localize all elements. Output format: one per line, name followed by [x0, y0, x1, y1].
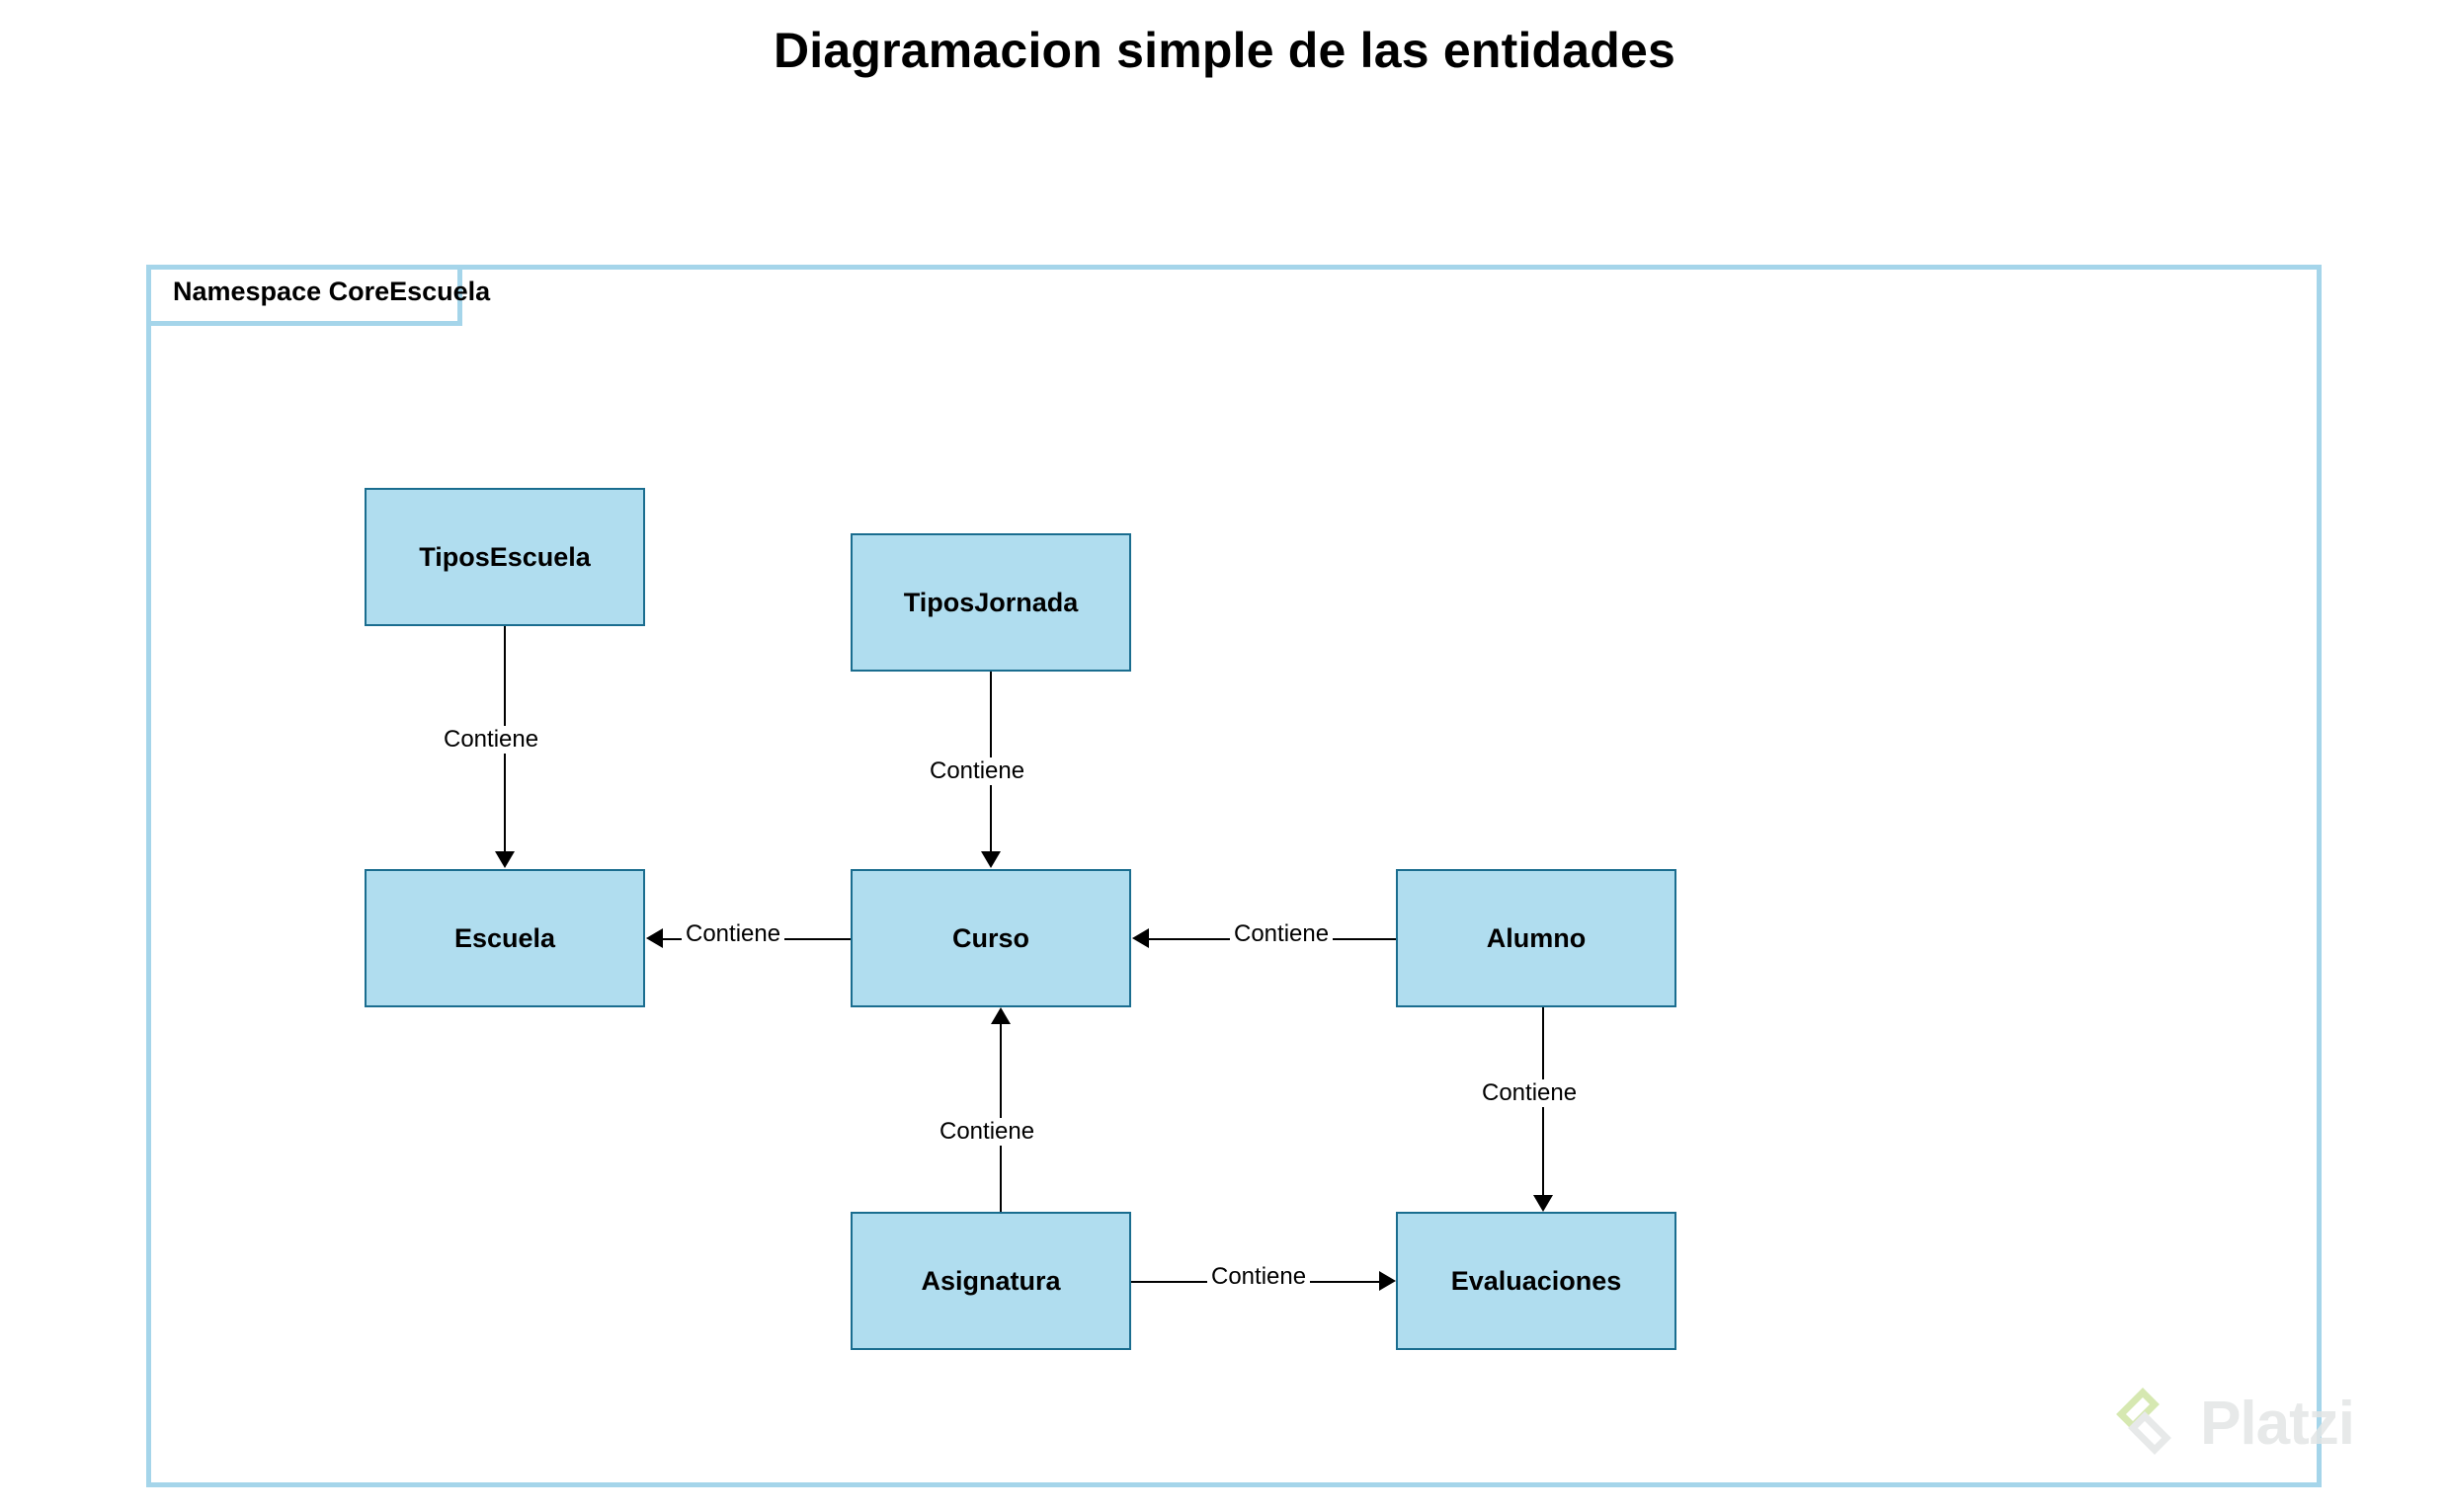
entity-label: Asignatura: [921, 1265, 1061, 1296]
edge-label-alumno-evaluaciones: Contiene: [1478, 1079, 1581, 1107]
edge-arrowhead-tiposescuela-escuela: [495, 851, 515, 868]
edge-arrowhead-alumno-curso: [1132, 928, 1149, 948]
namespace-label: Namespace CoreEscuela: [173, 277, 491, 306]
watermark: [2113, 1387, 2354, 1461]
edge-label-tiposescuela-escuela: Contiene: [440, 726, 542, 754]
edge-label-asignatura-curso: Contiene: [936, 1118, 1038, 1146]
entity-asignatura[interactable]: [851, 1212, 1131, 1350]
entity-label: TiposEscuela: [419, 541, 591, 572]
edge-label-curso-escuela: Contiene: [682, 920, 784, 948]
entity-label: TiposJornada: [903, 587, 1079, 617]
entity-evaluaciones[interactable]: [1396, 1212, 1676, 1350]
edge-arrowhead-tiposjornada-curso: [981, 851, 1001, 868]
entity-label: Evaluaciones: [1450, 1265, 1622, 1296]
entity-label: Curso: [951, 922, 1029, 953]
edge-arrowhead-asignatura-curso: [991, 1007, 1011, 1024]
entity-escuela[interactable]: [365, 869, 645, 1007]
entity-label: Escuela: [453, 922, 556, 953]
edge-arrowhead-alumno-evaluaciones: [1533, 1195, 1553, 1212]
page-title: Diagramacion simple de las entidades: [773, 23, 1676, 78]
entity-alumno[interactable]: [1396, 869, 1676, 1007]
edge-label-tiposjornada-curso: Contiene: [926, 757, 1028, 785]
entity-curso[interactable]: [851, 869, 1131, 1007]
entity-tiposescuela[interactable]: [365, 488, 645, 626]
entity-tiposjornada[interactable]: [851, 533, 1131, 672]
platzi-logo-icon: [2113, 1387, 2182, 1461]
watermark-text: Platzi: [2200, 1390, 2354, 1458]
edge-arrowhead-curso-escuela: [646, 928, 663, 948]
entity-label: Alumno: [1486, 922, 1587, 953]
edge-label-alumno-curso: Contiene: [1230, 920, 1333, 948]
edge-label-asignatura-evaluaciones: Contiene: [1207, 1263, 1310, 1291]
edge-arrowhead-asignatura-evaluaciones: [1379, 1271, 1396, 1291]
